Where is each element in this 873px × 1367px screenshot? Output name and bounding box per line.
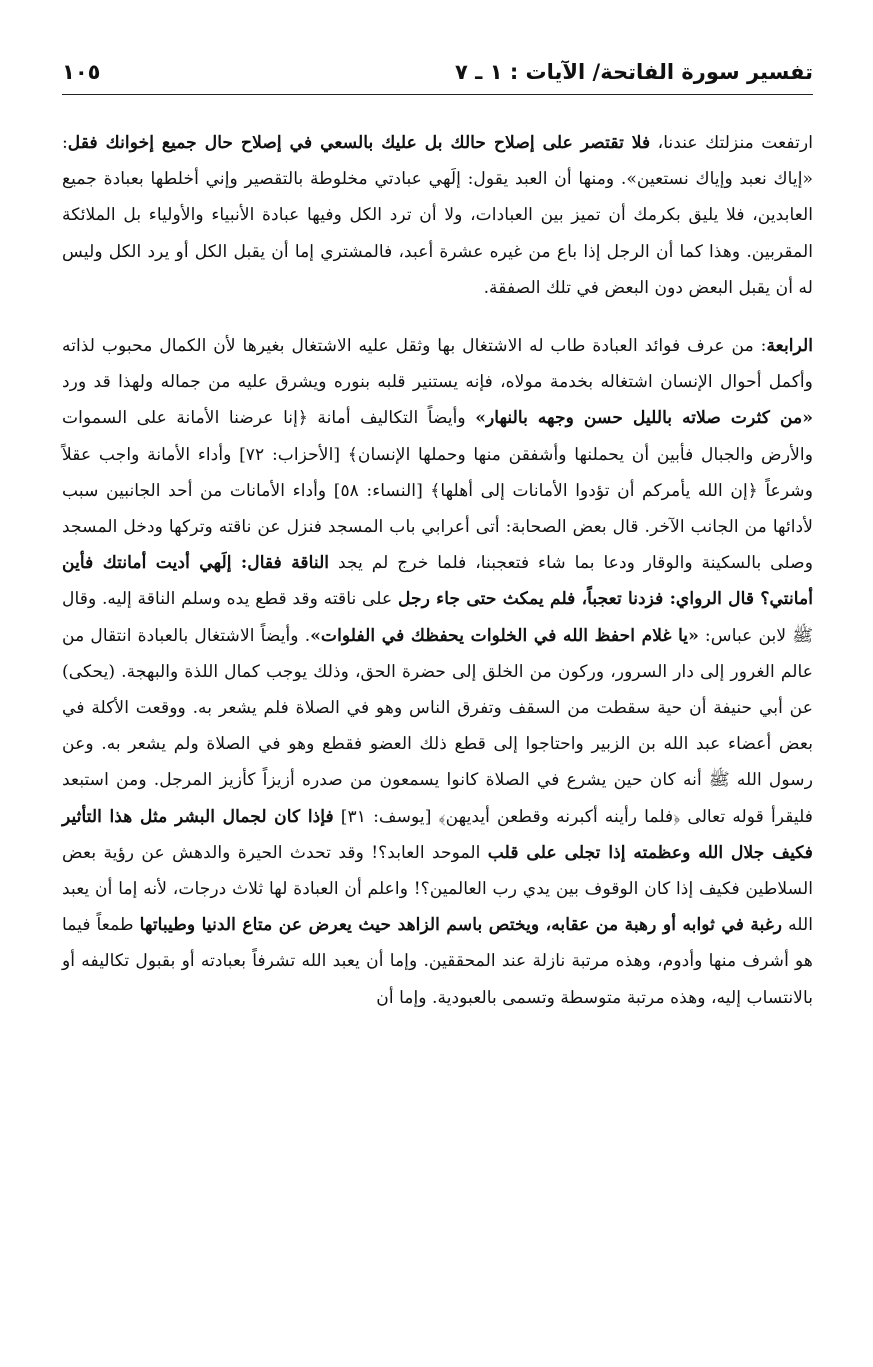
text-run: . وأيضاً الاشتغال بالعبادة انتقال من عالم الغرور إلى دار السرور، وركون من الخلق إلى حضرة الحق، وذلك يوجب كمال اللذة والبهجة. (يحكى) عن أبي حنيفة أن حية سقطت من السقف وتفرق الناس وهو في الصلاة فلم يشعر به. ووقعت الأكلة في بعض أعضاء عبد الله بن الزبير واحتاجوا إلى قطع ذلك العضو فقطع وهو في الصلاة ولم يشعر به. وعن رسول الله ﷺ أنه كان حين يشرع في الصلاة كانوا يسمعون من صدره أزيزاً كأزيز المرجل. ومن استبعد فليقرأ قوله تعالى ﴿فلما رأينه أكبرنه وقطعن أيديهن﴾ [يوسف: ٣١] [62,625,814,827]
text-run: طمعاً فيما هو أشرف منها وأدوم، وهذه مرتبة نازلة عند المحققين. وإما أن يعبد الله تشرفاً بعبادته أو بقبول تكاليفه أو بالانتساب إليه، وهذه مرتبة متوسطة وتسمى بالعبودية. وإما أن [62,915,813,1008]
text-run: على ناقته وقد قطع يده وسلم الناقة إليه. وقال ﷺ لابن عباس: [62,589,813,646]
bold-text-run: «يا غلام احفظ الله في الخلوات يحفظك في الفلوات» [310,625,699,646]
text-run: : «إياك نعبد وإياك نستعين». ومنها أن العبد يقول: إلَهي عبادتي مخلوطة بالتقصير وإني أخلطها بعبادة جميع العابدين، فلا يليق بكرمك أن تميز بين العبادات، ولا أن ترد الكل وفيها عبادة الأنبياء والأولياء بل الملائكة المقربين. وهذا كما أن الرجل إذا باع من غيره عشرة أعبد، فالمشتري إما أن يقبل الكل أو يرد الكل وليس له أن يقبل البعض دون البعض في تلك الصفقة. [62,133,813,298]
text-run: ارتفعت منزلتك عندنا، [650,133,813,153]
bold-text-run: رغبة في ثوابه أو رهبة من عقابه، ويختص باسم الزاهد حيث يعرض عن متاع الدنيا وطيباتها [139,915,783,936]
text-run: وأيضاً التكاليف أمانة ﴿إنا عرضنا الأمانة على السموات والأرض والجبال فأبين أن يحملنها وأشفقن منها وحملها الإنسان﴾ [الأحزاب: ٧٢] وأداء الأمانة واجب عقلاً وشرعاً ﴿إن الله يأمركم أن تؤدوا الأمانات إلى أهلها﴾ [النساء: ٥٨] وأداء الأمانات من أحد الجانبين سبب لأدائها من الجانب الآخر. قال بعض الصحابة: أتى أعرابي باب المسجد فنزل عن ناقته وتركها ودخل المسجد وصلى بالسكينة والوقار ودعا بما شاء فتعجبنا، فلما خرج لم يجد [62,408,814,574]
paragraph [62,328,813,1016]
running-header [62,54,813,95]
running-title: تفسير سورة الفاتحة/ الآيات : ١ ـ ٧ [455,60,813,84]
book-page [62,54,813,1344]
bold-text-run: «من كثرت صلاته بالليل حسن وجهه بالنهار» [475,408,813,429]
bold-text-run: الناقة فقال: إلَهي أديت أمانتك فأين أمانتي؟ قال الرواي: فزدنا تعجباً، فلم يمكث حتى جاء رجل [62,553,813,610]
bold-text-run: فإذا كان لجمال البشر مثل هذا التأثير فكيف جلال الله وعظمته إذا تجلى على قلب [62,806,813,863]
page-number: ١٠٥ [62,60,101,84]
text-run: الموحد العابد؟! وقد تحدث الحيرة والدهش عن رؤية بعض السلاطين فكيف إذا كان الوقوف بين يدي رب العالمين؟! واعلم أن العبادة لها ثلاث درجات، لأنه إما أن يعبد الله [62,842,813,936]
bold-text-run: فلا تقتصر على إصلاح حالك بل عليك بالسعي في إصلاح حال جميع إخوانك فقل [67,133,651,153]
text-run: : من عرف فوائد العبادة طاب له الاشتغال بها وثقل عليه الاشتغال بغيرها لأن الكمال محبوب لذاته وأكمل أحوال الإنسان اشتغاله بخدمة مولاه، فإنه يستنير قلبه بنوره ويشرق عليه من جماله ولهذا قد ورد [62,336,813,393]
paragraph [62,125,813,306]
body-text [62,125,813,1016]
bold-text-run: الرابعة [766,336,813,357]
